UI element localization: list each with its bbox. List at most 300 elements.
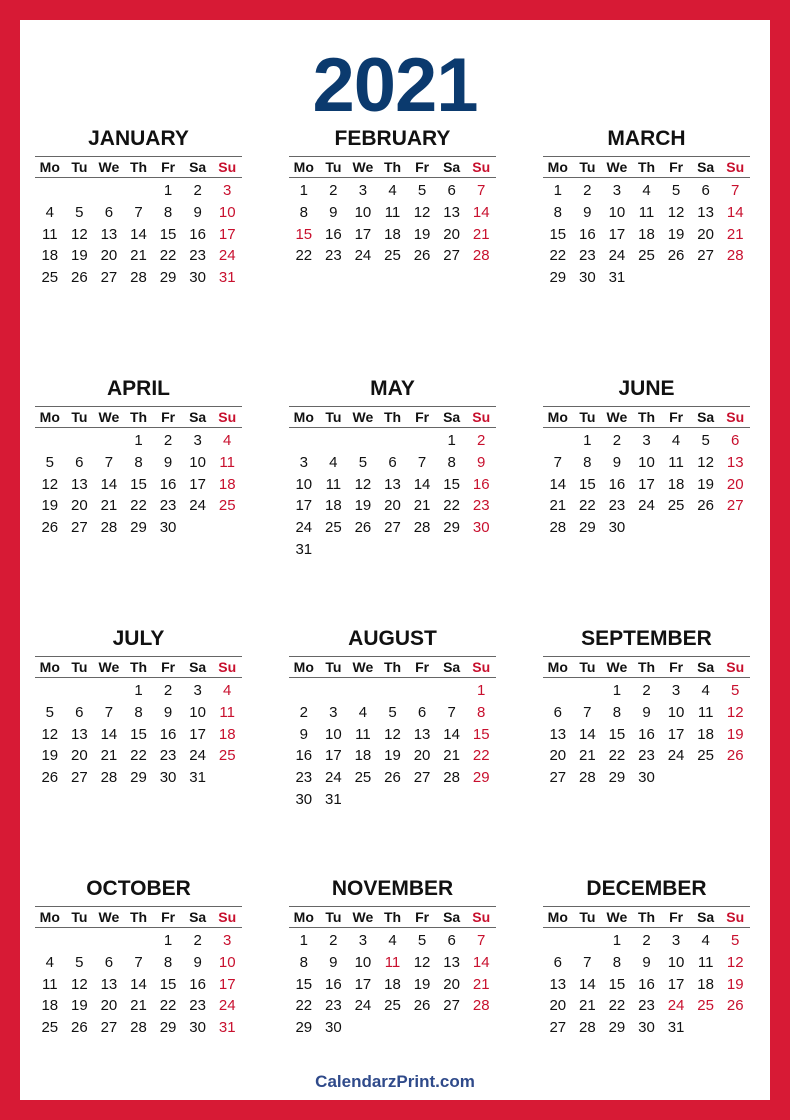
- day-cell: 15: [159, 975, 177, 993]
- day-cell: 3: [193, 432, 202, 449]
- day-cell: 13: [697, 203, 714, 221]
- day-cell: 29: [579, 519, 596, 537]
- weekday-label: Sa: [443, 659, 461, 675]
- day-cell: 25: [354, 769, 372, 787]
- day-cell: 18: [325, 497, 342, 515]
- day-cell: 31: [325, 790, 342, 808]
- month-january: [35, 120, 242, 289]
- month-may: [289, 370, 496, 561]
- day-grid: [289, 180, 496, 267]
- weekday-label: Tu: [579, 409, 596, 425]
- day-cell: 1: [612, 682, 622, 699]
- day-cell: 11: [384, 203, 401, 221]
- day-cell: 16: [579, 225, 596, 243]
- day-cell: 3: [223, 932, 232, 949]
- empty-cell: [573, 930, 603, 952]
- day-cell: 16: [159, 475, 177, 493]
- day-cell: 2: [477, 432, 486, 449]
- weekday-label: Fr: [669, 909, 684, 925]
- day-cell: 24: [325, 769, 342, 787]
- day-cell: 31: [295, 540, 313, 558]
- month-september: [543, 620, 750, 789]
- weekday-label: Su: [472, 159, 491, 175]
- day-cell: 14: [130, 225, 147, 243]
- month-february: [289, 120, 496, 267]
- month-november: [289, 870, 496, 1039]
- day-cell: 5: [417, 932, 427, 949]
- day-cell: 10: [608, 203, 626, 221]
- weekday-label: Mo: [39, 409, 60, 425]
- weekday-label: Su: [218, 909, 237, 925]
- day-cell: 10: [189, 703, 206, 721]
- day-cell: 15: [608, 725, 626, 743]
- day-cell: 17: [295, 497, 313, 515]
- day-cell: 7: [477, 932, 486, 949]
- day-cell: 18: [218, 475, 236, 493]
- weekday-label: Th: [129, 409, 148, 425]
- day-cell: 20: [697, 225, 714, 243]
- day-cell: 7: [104, 703, 114, 721]
- day-cell: 25: [638, 247, 655, 265]
- weekday-label: Fr: [415, 159, 430, 175]
- day-cell: 24: [189, 497, 206, 515]
- day-cell: 30: [638, 769, 655, 787]
- day-cell: 9: [163, 453, 173, 471]
- day-grid: [543, 680, 750, 789]
- day-cell: 5: [417, 182, 427, 199]
- weekday-label: Tu: [579, 159, 596, 175]
- day-grid: [289, 930, 496, 1039]
- day-cell: 26: [697, 497, 714, 515]
- day-cell: 19: [41, 497, 59, 515]
- day-cell: 22: [295, 247, 313, 265]
- weekday-label: Fr: [415, 409, 430, 425]
- day-cell: 2: [642, 682, 651, 699]
- empty-cell: [65, 680, 95, 702]
- weekday-label: Tu: [71, 659, 88, 675]
- day-cell: 10: [354, 203, 372, 221]
- day-cell: 19: [384, 747, 401, 765]
- month-august: [289, 620, 496, 811]
- weekday-header: [289, 906, 496, 928]
- month-name: AUGUST: [348, 627, 437, 650]
- weekday-header: [543, 656, 750, 678]
- day-cell: 8: [163, 953, 173, 971]
- day-cell: 18: [384, 975, 401, 993]
- weekday-label: Su: [726, 659, 745, 675]
- weekday-label: Th: [129, 159, 148, 175]
- month-march: [543, 120, 750, 289]
- day-cell: 28: [100, 769, 118, 787]
- day-cell: 15: [295, 225, 313, 243]
- day-cell: 16: [159, 725, 177, 743]
- day-cell: 30: [189, 269, 206, 287]
- day-cell: 6: [75, 453, 84, 471]
- day-cell: 5: [45, 703, 54, 721]
- day-cell: 11: [697, 953, 714, 971]
- day-cell: 8: [163, 203, 173, 221]
- empty-cell: [289, 680, 319, 702]
- day-cell: 13: [549, 975, 567, 993]
- day-cell: 14: [472, 953, 490, 971]
- empty-cell: [319, 430, 349, 452]
- day-cell: 21: [579, 997, 596, 1015]
- month-name: NOVEMBER: [331, 877, 454, 900]
- day-cell: 1: [163, 932, 173, 949]
- day-cell: 20: [71, 747, 88, 765]
- day-cell: 7: [104, 453, 114, 471]
- day-cell: 6: [447, 182, 456, 199]
- day-cell: 24: [295, 519, 313, 537]
- day-cell: 13: [384, 475, 401, 493]
- day-cell: 13: [71, 725, 88, 743]
- day-cell: 24: [638, 497, 655, 515]
- weekday-label: We: [98, 909, 120, 925]
- weekday-label: Sa: [189, 659, 207, 675]
- weekday-label: Tu: [579, 909, 596, 925]
- day-cell: 9: [612, 453, 622, 471]
- empty-cell: [378, 680, 408, 702]
- day-cell: 12: [384, 725, 401, 743]
- day-cell: 25: [384, 997, 401, 1015]
- empty-cell: [378, 430, 408, 452]
- day-cell: 11: [41, 225, 58, 243]
- day-cell: 19: [354, 497, 372, 515]
- day-grid: [35, 430, 242, 539]
- day-cell: 18: [218, 725, 236, 743]
- day-cell: 19: [726, 725, 744, 743]
- day-cell: 12: [726, 703, 744, 721]
- day-cell: 4: [45, 203, 54, 221]
- day-cell: 28: [413, 519, 431, 537]
- empty-cell: [348, 430, 378, 452]
- day-cell: 24: [218, 997, 236, 1015]
- empty-cell: [124, 930, 154, 952]
- day-cell: 29: [443, 519, 460, 537]
- day-cell: 5: [731, 682, 740, 699]
- day-cell: 16: [472, 475, 490, 493]
- day-cell: 12: [667, 203, 685, 221]
- weekday-label: Sa: [443, 909, 461, 925]
- day-cell: 14: [443, 725, 460, 743]
- day-cell: 11: [668, 453, 684, 471]
- day-cell: 12: [413, 203, 431, 221]
- day-cell: 2: [193, 932, 202, 949]
- day-cell: 27: [100, 269, 118, 287]
- day-cell: 1: [134, 432, 143, 449]
- weekday-label: Sa: [443, 159, 461, 175]
- empty-cell: [35, 430, 65, 452]
- day-cell: 3: [329, 703, 338, 721]
- day-cell: 2: [329, 932, 338, 949]
- empty-cell: [289, 430, 319, 452]
- day-cell: 18: [667, 475, 685, 493]
- weekday-label: We: [352, 159, 374, 175]
- day-cell: 14: [726, 203, 744, 221]
- day-cell: 23: [325, 997, 342, 1015]
- day-cell: 3: [671, 682, 681, 699]
- day-cell: 15: [295, 975, 313, 993]
- day-cell: 18: [697, 975, 714, 993]
- day-cell: 25: [218, 747, 236, 765]
- weekday-label: Su: [472, 909, 491, 925]
- day-cell: 22: [608, 747, 626, 765]
- day-cell: 5: [358, 453, 368, 471]
- day-cell: 28: [130, 269, 147, 287]
- empty-cell: [65, 930, 95, 952]
- day-cell: 29: [549, 269, 567, 287]
- day-cell: 5: [75, 203, 84, 221]
- day-cell: 13: [726, 453, 744, 471]
- day-cell: 21: [443, 747, 460, 765]
- empty-cell: [124, 180, 154, 202]
- day-cell: 4: [701, 932, 710, 949]
- day-cell: 21: [130, 247, 147, 265]
- day-grid: [35, 180, 242, 289]
- day-cell: 19: [71, 997, 88, 1015]
- day-cell: 25: [41, 1019, 59, 1037]
- day-cell: 8: [299, 953, 308, 971]
- day-cell: 5: [671, 182, 681, 199]
- day-cell: 12: [697, 453, 714, 471]
- day-cell: 11: [355, 725, 371, 743]
- month-name: JULY: [112, 627, 165, 650]
- day-cell: 4: [223, 432, 232, 449]
- day-cell: 23: [638, 997, 655, 1015]
- day-cell: 14: [100, 475, 118, 493]
- weekday-label: Sa: [189, 159, 207, 175]
- empty-cell: [437, 680, 467, 702]
- day-cell: 2: [642, 932, 651, 949]
- weekday-label: We: [352, 909, 374, 925]
- day-cell: 5: [388, 703, 397, 721]
- day-cell: 8: [583, 453, 592, 471]
- weekday-header: [543, 406, 750, 428]
- day-cell: 26: [41, 519, 59, 537]
- day-cell: 30: [159, 519, 177, 537]
- day-cell: 3: [642, 432, 651, 449]
- day-cell: 4: [388, 932, 397, 949]
- empty-cell: [543, 930, 573, 952]
- day-cell: 20: [100, 247, 118, 265]
- weekday-label: Fr: [161, 659, 176, 675]
- day-cell: 23: [189, 997, 206, 1015]
- weekday-label: Fr: [161, 159, 176, 175]
- day-cell: 30: [325, 1019, 342, 1037]
- day-cell: 7: [731, 182, 740, 199]
- day-cell: 9: [477, 453, 486, 471]
- day-cell: 27: [443, 247, 460, 265]
- month-name: OCTOBER: [86, 877, 191, 900]
- day-cell: 30: [638, 1019, 655, 1037]
- month-name: APRIL: [107, 377, 170, 400]
- day-cell: 27: [549, 769, 567, 787]
- empty-cell: [407, 680, 437, 702]
- day-cell: 1: [447, 432, 456, 449]
- day-cell: 22: [130, 747, 147, 765]
- day-cell: 11: [41, 975, 58, 993]
- day-cell: 17: [354, 975, 372, 993]
- day-cell: 31: [189, 769, 206, 787]
- day-cell: 4: [358, 703, 368, 721]
- weekday-label: Tu: [71, 909, 88, 925]
- day-cell: 12: [354, 475, 372, 493]
- weekday-label: We: [98, 409, 120, 425]
- day-cell: 27: [384, 519, 401, 537]
- weekday-label: Th: [637, 409, 656, 425]
- day-cell: 31: [218, 1019, 236, 1037]
- weekday-header: [35, 656, 242, 678]
- day-cell: 11: [384, 953, 401, 971]
- day-cell: 27: [726, 497, 744, 515]
- day-cell: 11: [219, 703, 235, 721]
- day-cell: 13: [100, 225, 118, 243]
- day-cell: 1: [134, 682, 143, 699]
- day-cell: 23: [189, 247, 206, 265]
- day-cell: 4: [642, 182, 651, 199]
- day-grid: [289, 680, 496, 811]
- day-cell: 17: [218, 225, 236, 243]
- day-cell: 26: [384, 769, 401, 787]
- day-cell: 22: [159, 997, 177, 1015]
- weekday-label: We: [98, 659, 120, 675]
- weekday-header: [35, 406, 242, 428]
- day-cell: 27: [697, 247, 714, 265]
- day-cell: 10: [325, 725, 342, 743]
- day-cell: 26: [71, 269, 88, 287]
- weekday-label: Mo: [39, 159, 60, 175]
- day-cell: 29: [130, 519, 147, 537]
- day-cell: 26: [71, 1019, 88, 1037]
- day-cell: 7: [417, 453, 427, 471]
- day-cell: 16: [638, 725, 655, 743]
- day-cell: 29: [472, 769, 490, 787]
- weekday-label: Th: [383, 159, 402, 175]
- day-cell: 20: [549, 747, 567, 765]
- day-cell: 6: [75, 703, 84, 721]
- empty-cell: [319, 680, 349, 702]
- empty-cell: [543, 680, 573, 702]
- day-cell: 29: [159, 1019, 177, 1037]
- day-cell: 21: [726, 225, 744, 243]
- day-cell: 21: [472, 225, 490, 243]
- weekday-label: Mo: [293, 909, 314, 925]
- weekday-label: Tu: [71, 159, 88, 175]
- day-cell: 31: [667, 1019, 685, 1037]
- day-cell: 6: [553, 953, 562, 971]
- day-cell: 10: [218, 203, 236, 221]
- day-cell: 27: [549, 1019, 567, 1037]
- weekday-label: Th: [129, 909, 148, 925]
- day-cell: 19: [697, 475, 714, 493]
- weekday-label: Mo: [547, 909, 568, 925]
- day-cell: 15: [579, 475, 596, 493]
- day-cell: 21: [130, 997, 147, 1015]
- day-cell: 7: [447, 703, 456, 721]
- day-cell: 3: [299, 453, 308, 471]
- day-cell: 11: [325, 475, 342, 493]
- weekday-label: Th: [637, 159, 656, 175]
- day-cell: 20: [443, 975, 460, 993]
- empty-cell: [94, 680, 124, 702]
- day-cell: 9: [329, 203, 338, 221]
- day-cell: 26: [413, 997, 431, 1015]
- day-cell: 28: [579, 1019, 596, 1037]
- month-name: MARCH: [607, 127, 686, 150]
- day-cell: 8: [134, 703, 143, 721]
- day-cell: 22: [443, 497, 460, 515]
- day-cell: 24: [218, 247, 236, 265]
- day-cell: 1: [299, 182, 308, 199]
- day-cell: 27: [443, 997, 460, 1015]
- day-cell: 28: [726, 247, 744, 265]
- day-cell: 3: [358, 932, 368, 949]
- weekday-label: Fr: [669, 659, 684, 675]
- day-cell: 10: [295, 475, 313, 493]
- weekday-header: [543, 906, 750, 928]
- weekday-label: Fr: [415, 659, 430, 675]
- day-cell: 16: [189, 975, 206, 993]
- day-cell: 23: [638, 747, 655, 765]
- day-cell: 20: [100, 997, 118, 1015]
- day-cell: 7: [477, 182, 486, 199]
- empty-cell: [35, 680, 65, 702]
- day-cell: 3: [671, 932, 681, 949]
- day-cell: 15: [472, 725, 490, 743]
- day-cell: 23: [325, 247, 342, 265]
- day-cell: 9: [329, 953, 338, 971]
- day-cell: 18: [354, 747, 372, 765]
- weekday-label: Mo: [39, 909, 60, 925]
- day-cell: 14: [549, 475, 567, 493]
- weekday-label: Sa: [189, 409, 207, 425]
- month-october: [35, 870, 242, 1039]
- day-cell: 26: [354, 519, 372, 537]
- day-cell: 15: [130, 475, 147, 493]
- day-cell: 9: [163, 703, 173, 721]
- day-cell: 19: [726, 975, 744, 993]
- day-cell: 25: [697, 747, 714, 765]
- day-cell: 17: [354, 225, 372, 243]
- day-cell: 25: [667, 497, 685, 515]
- day-cell: 16: [189, 225, 206, 243]
- day-cell: 5: [701, 432, 710, 449]
- weekday-label: Su: [726, 159, 745, 175]
- day-cell: 12: [41, 725, 59, 743]
- weekday-label: We: [352, 659, 374, 675]
- day-cell: 21: [549, 497, 567, 515]
- day-cell: 22: [579, 497, 596, 515]
- day-cell: 21: [579, 747, 596, 765]
- day-cell: 16: [295, 747, 313, 765]
- day-cell: 4: [701, 682, 710, 699]
- weekday-label: Mo: [547, 159, 568, 175]
- month-june: [543, 370, 750, 539]
- day-cell: 16: [325, 225, 342, 243]
- day-cell: 17: [325, 747, 342, 765]
- empty-cell: [94, 180, 124, 202]
- day-cell: 7: [583, 953, 592, 971]
- weekday-label: Tu: [325, 659, 342, 675]
- month-july: [35, 620, 242, 789]
- day-cell: 12: [71, 225, 88, 243]
- day-cell: 5: [731, 932, 740, 949]
- day-cell: 12: [41, 475, 59, 493]
- weekday-label: Tu: [325, 409, 342, 425]
- day-cell: 15: [608, 975, 626, 993]
- empty-cell: [348, 680, 378, 702]
- day-cell: 20: [726, 475, 744, 493]
